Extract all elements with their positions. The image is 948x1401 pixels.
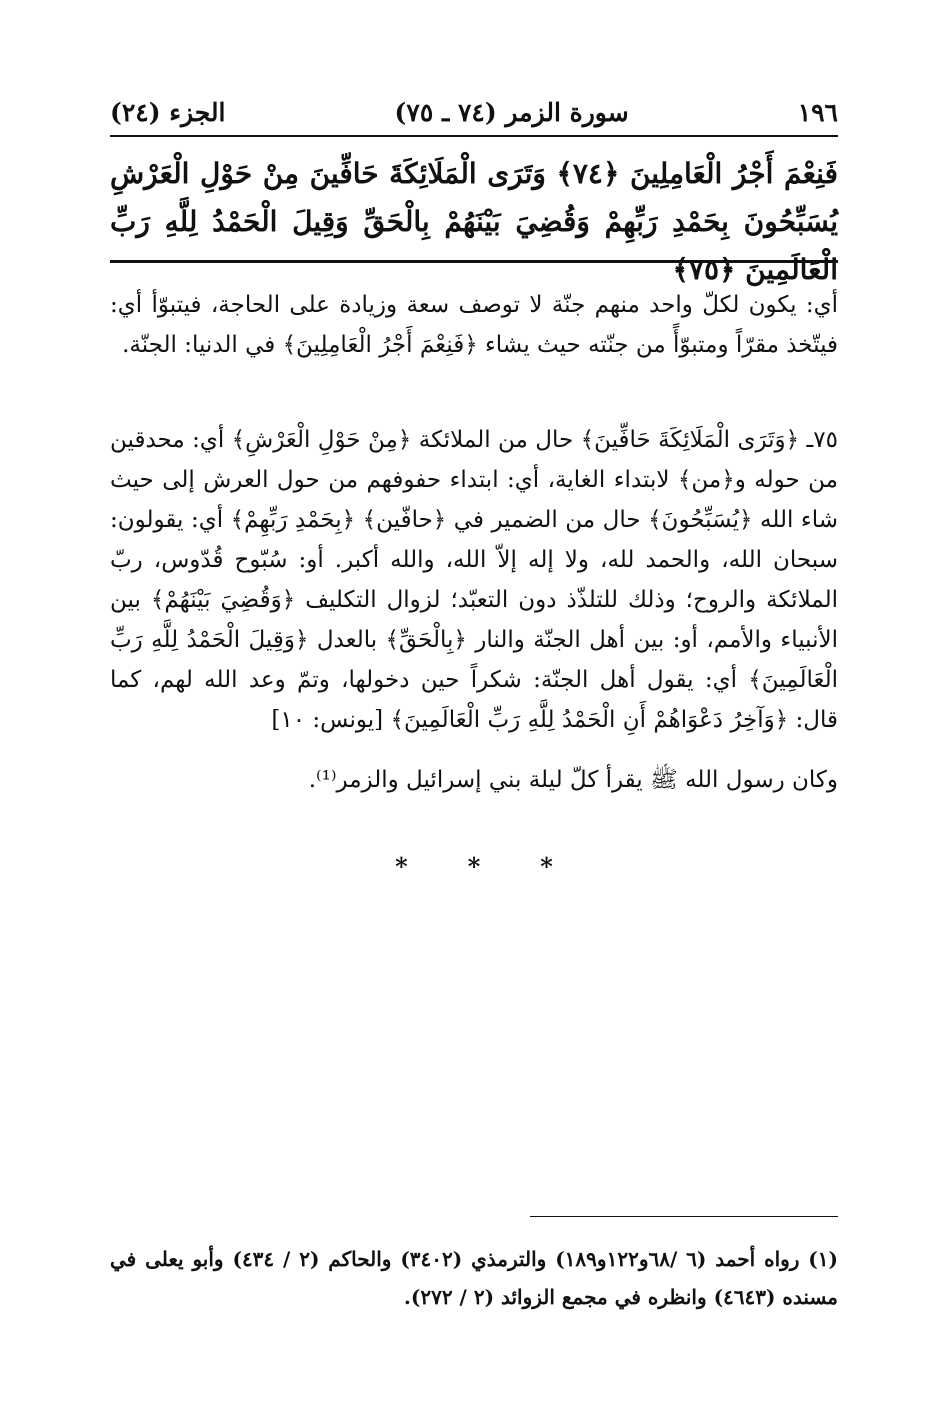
- star-glyph: *: [540, 852, 553, 881]
- header-divider: [110, 135, 838, 137]
- commentary-paragraph: وكان رسول الله ﷺ يقرأ كلّ ليلة بني إسرائيل والزمر⁽¹⁾.: [308, 767, 838, 793]
- quran-verses: فَنِعْمَ أَجْرُ الْعَامِلِينَ ﴿٧٤﴾ وَتَرَى الْمَلَائِكَةَ حَافِّينَ مِنْ حَوْلِ الْعَرْشِ يُسَبِّحُونَ بِحَمْدِ رَبِّهِمْ وَقُضِيَ بَيْنَهُمْ بِالْحَقِّ وَقِيلَ الْحَمْدُ لِلَّهِ رَبِّ الْعَالَمِينَ ﴿٧٥﴾: [110, 157, 838, 286]
- footnote-divider: [530, 1216, 838, 1217]
- surah-title: سورة الزمر (٧٤ ـ ٧٥): [394, 97, 629, 127]
- juz-label: الجزء (٢٤): [110, 97, 226, 127]
- footnote: (١) رواه أحمد (٦ /٦٨و١٢٢و١٨٩) والترمذي (٣٤٠٢) والحاكم (٢ / ٤٣٤) وأبو يعلى في مسنده (٤٦٤٣) وانظره في مجمع الزوائد (٢ / ٢٧٢).: [110, 1247, 838, 1309]
- star-glyph: *: [467, 852, 481, 881]
- star-glyph: *: [395, 852, 408, 881]
- quran-divider: [110, 260, 838, 263]
- page-header: [110, 92, 838, 132]
- page-number: ١٩٦: [797, 97, 838, 127]
- commentary-paragraph: ٧٥ـ ﴿وَتَرَى الْمَلَائِكَةَ حَافِّينَ﴾ حال من الملائكة ﴿مِنْ حَوْلِ الْعَرْشِ﴾ أي: محدقين من حوله و﴿من﴾ لابتداء الغاية، أي: ابتداء حفوفهم من حول العرش إلى حيث شاء الله ﴿يُسَبِّحُونَ﴾ حال من الضمير في ﴿حافّين﴾ ﴿بِحَمْدِ رَبِّهِمْ﴾ أي: يقولون: سبحان الله، والحمد لله، ولا إله إلاّ الله، والله أكبر. أو: سُبّوح قُدّوس، ربّ الملائكة والروح؛ وذلك للتلذّذ دون التعبّد؛ لزوال التكليف ﴿وَقُضِيَ بَيْنَهُمْ﴾ بين الأنبياء والأمم، أو: بين أهل الجنّة والنار ﴿بِالْحَقِّ﴾ بالعدل ﴿وَقِيلَ الْحَمْدُ لِلَّهِ رَبِّ الْعَالَمِينَ﴾ أي: يقول أهل الجنّة: شكراً حين دخولها، وتمّ وعد الله لهم، كما قال: ﴿وَآخِرُ دَعْوَاهُمْ أَنِ الْحَمْدُ لِلَّهِ رَبِّ الْعَالَمِينَ﴾ [يونس: ١٠]: [110, 427, 838, 733]
- commentary-paragraph: أي: يكون لكلّ واحد منهم جنّة لا توصف سعة وزيادة على الحاجة، فيتبوّأ أي: فيتّخذ مقرّاً ومتبوّأً من جنّته حيث يشاء ﴿فَنِعْمَ أَجْرُ الْعَامِلِينَ﴾ في الدنيا: الجنّة.: [110, 292, 838, 358]
- section-separator: [0, 852, 948, 881]
